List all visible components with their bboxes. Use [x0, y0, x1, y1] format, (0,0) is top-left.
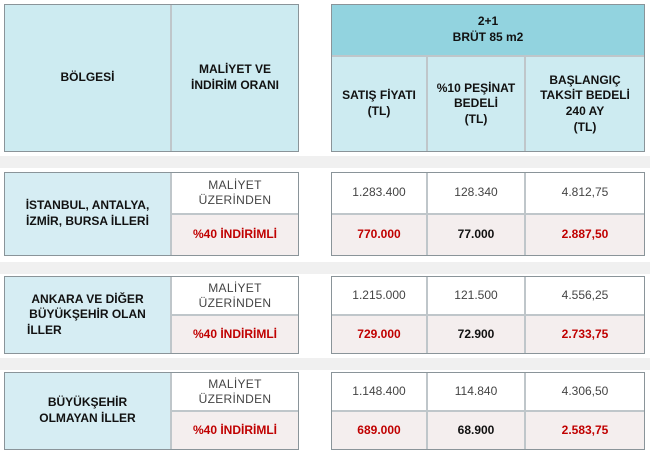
header-cost-discount: MALİYET VE İNDİRİM ORANI — [171, 4, 299, 152]
discount-installment: 2.887,50 — [525, 214, 645, 256]
cost-label: MALİYET ÜZERİNDEN — [171, 172, 299, 214]
cost-installment: 4.556,25 — [525, 276, 645, 315]
cost-installment: 4.306,50 — [525, 372, 645, 411]
discount-installment: 2.583,75 — [525, 411, 645, 450]
discount-sale-price: 729.000 — [331, 315, 427, 354]
cost-down-payment: 114.840 — [427, 372, 525, 411]
discount-label: %40 İNDİRİMLİ — [171, 214, 299, 256]
discount-sale-price: 689.000 — [331, 411, 427, 450]
cost-label: MALİYET ÜZERİNDEN — [171, 276, 299, 315]
region-cell: ANKARA VE DİĞER BÜYÜKŞEHİR OLAN İLLER — [4, 276, 171, 354]
region-cell: İSTANBUL, ANTALYA, İZMİR, BURSA İLLERİ — [4, 172, 171, 256]
header-sale-price: SATIŞ FİYATI (TL) — [331, 56, 427, 152]
separator-strip — [0, 156, 650, 168]
separator-strip — [0, 262, 650, 274]
cost-label: MALİYET ÜZERİNDEN — [171, 372, 299, 411]
discount-down-payment: 72.900 — [427, 315, 525, 354]
header-group: 2+1 BRÜT 85 m2 — [331, 4, 645, 56]
header-down-payment: %10 PEŞİNAT BEDELİ (TL) — [427, 56, 525, 152]
header-region: BÖLGESİ — [4, 4, 171, 152]
discount-label: %40 İNDİRİMLİ — [171, 411, 299, 450]
cost-sale-price: 1.148.400 — [331, 372, 427, 411]
separator-strip — [0, 358, 650, 370]
discount-label: %40 İNDİRİMLİ — [171, 315, 299, 354]
discount-sale-price: 770.000 — [331, 214, 427, 256]
header-installment: BAŞLANGIÇ TAKSİT BEDELİ 240 AY (TL) — [525, 56, 645, 152]
region-cell: BÜYÜKŞEHİR OLMAYAN İLLER — [4, 372, 171, 450]
cost-down-payment: 128.340 — [427, 172, 525, 214]
cost-installment: 4.812,75 — [525, 172, 645, 214]
cost-sale-price: 1.283.400 — [331, 172, 427, 214]
cost-down-payment: 121.500 — [427, 276, 525, 315]
discount-down-payment: 77.000 — [427, 214, 525, 256]
cost-sale-price: 1.215.000 — [331, 276, 427, 315]
discount-down-payment: 68.900 — [427, 411, 525, 450]
discount-installment: 2.733,75 — [525, 315, 645, 354]
